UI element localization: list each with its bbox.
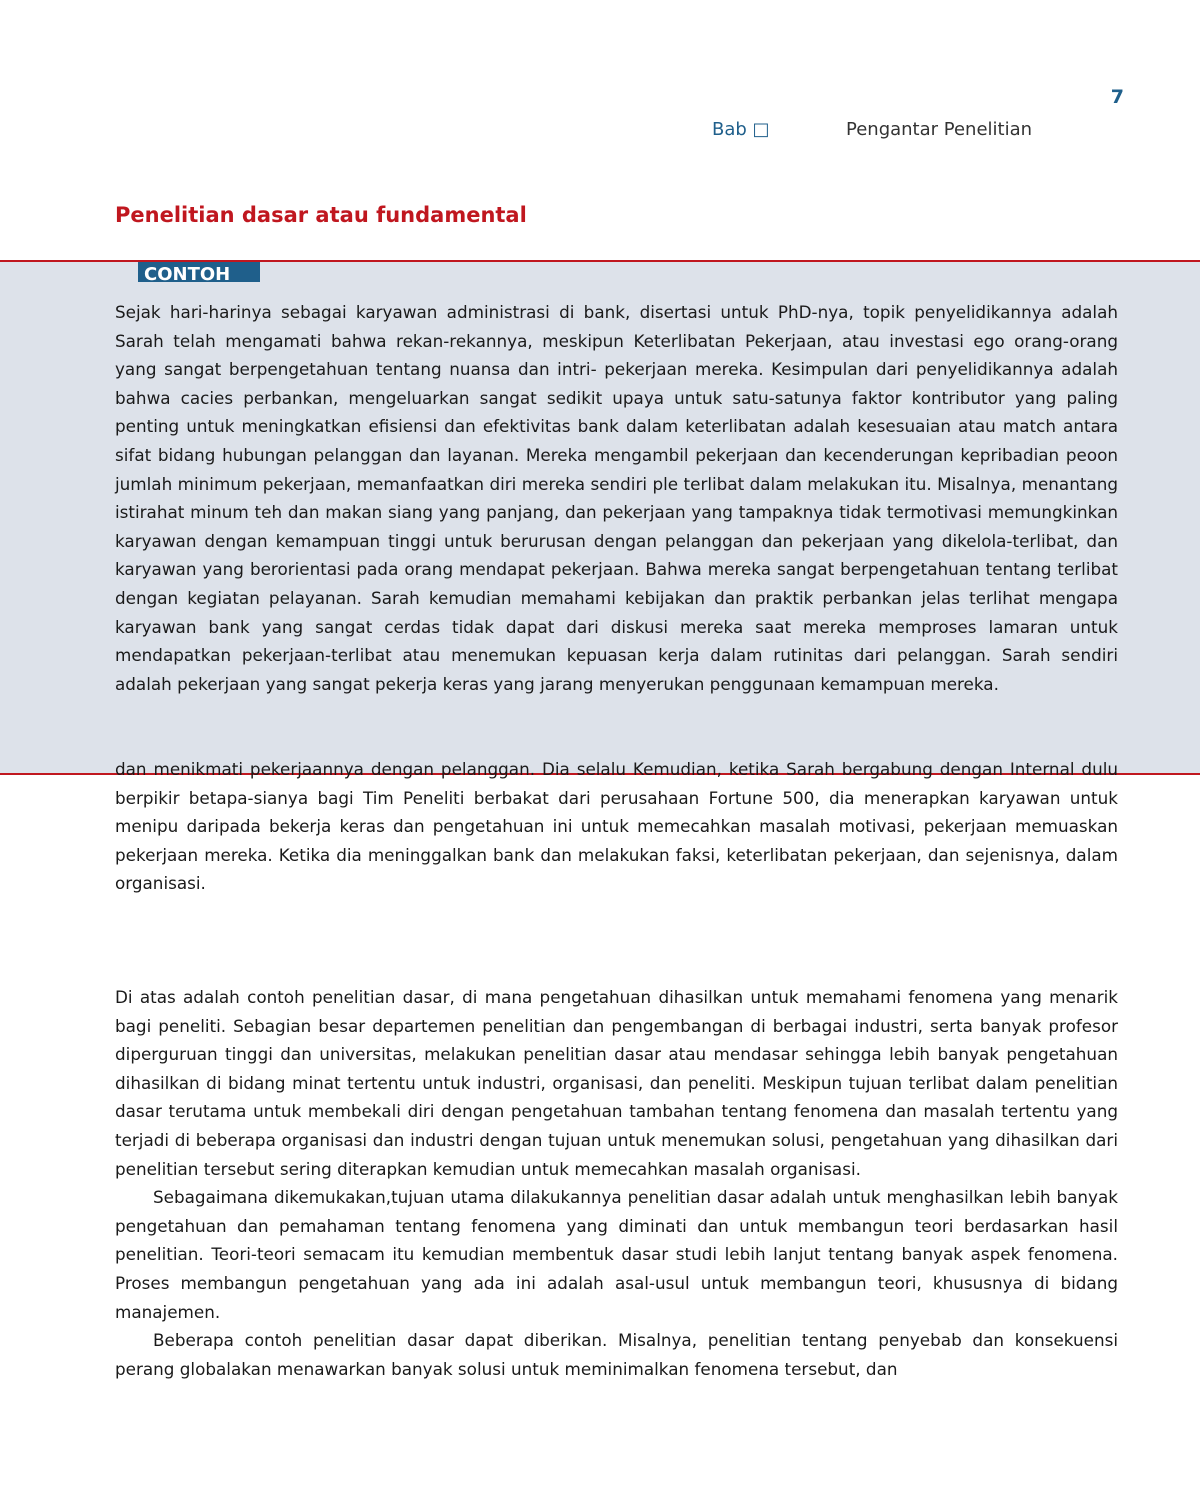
paragraph: Sebagaimana dikemukakan,tujuan utama dilakukannya penelitian dasar adalah untuk menghasilkan lebih banyak pengetahuan dan pemahaman tentang fenomena yang diminati dan untuk membangun teori berdasarkan hasil penelitian. Teori-teori semacam itu kemudian membentuk dasar studi lebih lanjut tentang banyak aspek fenomena. Proses membangun pengetahuan yang ada ini adalah asal-usul untuk membangun teori, khususnya di bidang manajemen. <box>115 1187 1118 1322</box>
chapter-title: Pengantar Penelitian <box>846 119 1033 140</box>
chapter-label: Bab □ <box>712 119 770 140</box>
page-number: 7 <box>1110 86 1124 108</box>
example-text: Sejak hari-harinya sebagai karyawan administrasi di bank, disertasi untuk PhD-nya, topik penyelidikannya adalah Sarah telah mengamati bahwa rekan-rekannya, meskipun Keterlibatan Pekerjaan, atau investasi ego orang-orang yang sangat berpengetahuan tentang nuansa dan intri- pekerjaan mereka. Kesimpulan dari penyelidikannya adalah bahwa cacies perbankan, mengeluarkan sangat sedikit upaya untuk satu-satunya faktor kontributor yang paling penting untuk meningkatkan efisiensi dan efektivitas bank dalam keterlibatan adalah kesesuaian atau match antara sifat bidang hubungan pelanggan dan layanan. Mereka mengambil pekerjaan dan kecenderungan kepribadian peoon jumlah minimum pekerjaan, memanfaatkan diri mereka sendiri ple terlibat dalam melakukan itu. Misalnya, menantang istirahat minum teh dan makan siang yang panjang, dan pekerjaan yang tampaknya tidak termotivasi memungkinkan karyawan dengan kemampuan tinggi untuk berurusan dengan pelanggan dan pekerjaan yang dikelola-terlibat, dan karyawan yang berorientasi pada orang mendapat pekerjaan. Bahwa mereka sangat berpengetahuan tentang terlibat dengan kegiatan pelayanan. Sarah kemudian memahami kebijakan dan praktik perbankan jelas terlihat mengapa karyawan bank yang sangat cerdas tidak dapat dari diskusi mereka saat mereka memproses lamaran untuk mendapatkan pekerjaan-terlibat atau menemukan kepuasan kerja dalam rutinitas dari pelanggan. Sarah sendiri adalah pekerjaan yang sangat pekerja keras yang jarang menyerukan penggunaan kemampuan mereka. <box>115 302 1118 694</box>
paragraph: Beberapa contoh penelitian dasar dapat diberikan. Misalnya, penelitian tentang penyebab dan konsekuensi perang globalakan menawarkan banyak solusi untuk meminimalkan fenomena tersebut, dan <box>115 1330 1118 1379</box>
paragraph: Di atas adalah contoh penelitian dasar, di mana pengetahuan dihasilkan untuk memahami fenomena yang menarik bagi peneliti. Sebagian besar departemen penelitian dan pengembangan di berbagai industri, serta banyak profesor diperguruan tinggi dan universitas, melakukan penelitian dasar atau mendasar sehingga lebih banyak pengetahuan dihasilkan di bidang minat tertentu untuk industri, organisasi, dan peneliti. Meskipun tujuan terlibat dalam penelitian dasar terutama untuk membekali diri dengan pengetahuan tambahan tentang fenomena dan masalah tertentu yang terjadi di beberapa organisasi dan industri dengan tujuan untuk menemukan solusi, pengetahuan yang dihasilkan dari penelitian tersebut sering diterapkan kemudian untuk memecahkan masalah organisasi. <box>115 987 1118 1179</box>
body-text <box>115 983 1118 1383</box>
section-heading: Penelitian dasar atau fundamental <box>115 203 527 227</box>
example-label: CONTOH <box>138 262 260 282</box>
example-continuation: dan menikmati pekerjaannya dengan pelanggan. Dia selalu Kemudian, ketika Sarah bergabung dengan Internal dulu berpikir betapa-sianya bagi Tim Peneliti berbakat dari perusahaan Fortune 500, dia menerapkan karyawan untuk menipu daripada bekerja keras dan pengetahuan ini untuk memecahkan masalah motivasi, pekerjaan memuaskan pekerjaan mereka. Ketika dia meninggalkan bank dan melakukan faksi, keterlibatan pekerjaan, dan sejenisnya, dalam organisasi. <box>115 759 1118 894</box>
